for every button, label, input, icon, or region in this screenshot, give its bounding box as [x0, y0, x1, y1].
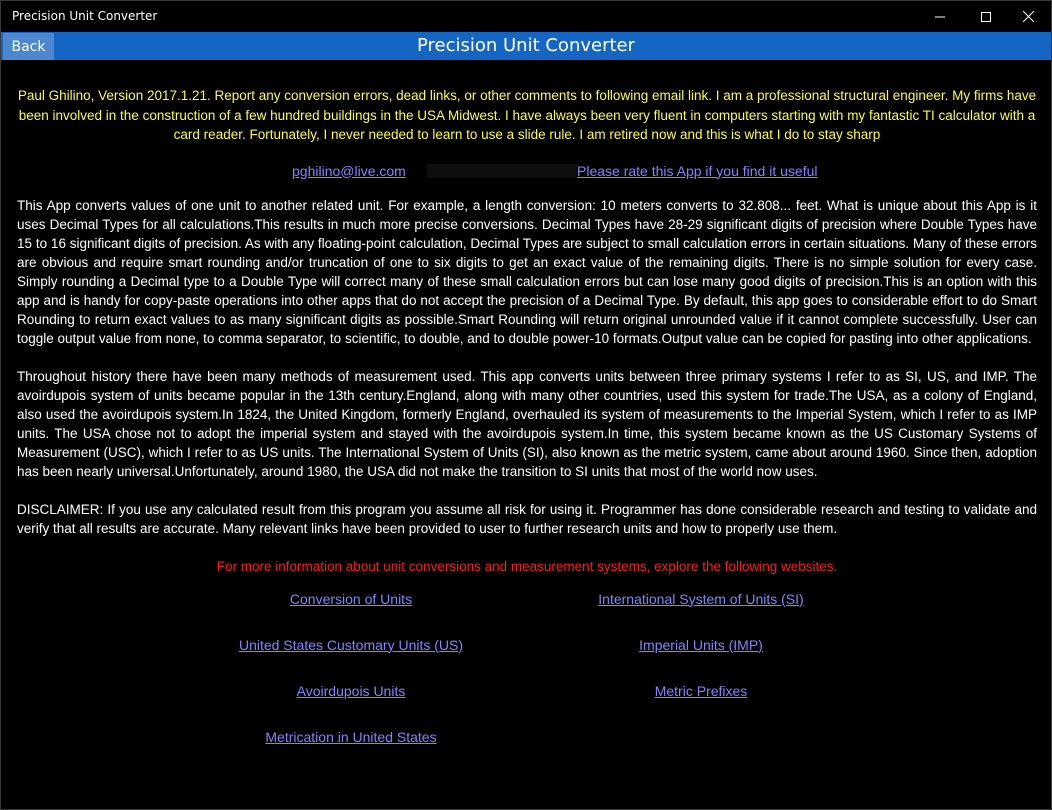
maximize-icon[interactable]: [963, 1, 1009, 32]
metric-prefixes-link[interactable]: Metric Prefixes: [654, 682, 748, 699]
redacted-field: [427, 164, 577, 178]
more-info-text: For more information about unit conversions and measurement systems, explore the following websites.: [216, 558, 838, 574]
email-link[interactable]: pghilino@live.com: [292, 162, 406, 179]
window-title: Precision Unit Converter: [12, 9, 158, 23]
minimize-icon[interactable]: [917, 1, 963, 32]
page-title: Precision Unit Converter: [416, 35, 636, 56]
author-intro: Paul Ghilino, Version 2017.1.21. Report any conversion errors, dead links, or other comments to following email link. I am a professional structural engineer. My firms have been involved in the construction of a few hundred buildings in the USA Midwest. I have always been very fluent in computers starting with my fantastic TI calculator with a card reader. Fortunately, I never needed to learn to use a slide rule. I am retired now and this is what I do to stay sharp: [17, 88, 1037, 142]
contact-row: [17, 162, 1037, 182]
title-bar: [1, 1, 1051, 32]
resource-links: [17, 590, 1037, 790]
about-content: [17, 86, 1037, 790]
history-paragraph: Throughout history there have been many methods of measurement used. This app converts units between three primary systems I refer to as SI, US, and IMP. The avoirdupois system of units became popular in the 13th century.England, along with many other countries, used this system for trade.The USA, as a colony of England, also used the avoirdupois system.In 1824, the United Kingdom, formerly England, overhauled its system of measurements to the Imperial System, which I refer to as IMP units. The USA chose not to adopt the imperial system and stayed with the avoirdupois system.In time, this system became known as the US Customary Systems of Measurement (USC), which I refer to as US units. The International System of Units (SI), also known as the metric system, came about around 1960. Since then, adoption has been nearly universal.Unfortunately, around 1980, the USA did not make the transition to SI units that most of the world now uses.: [17, 368, 1037, 479]
close-icon[interactable]: [1005, 1, 1051, 32]
rate-app-link[interactable]: Please rate this App if you find it useful: [577, 162, 818, 179]
description-paragraph: This App converts values of one unit to another related unit. For example, a length conversion: 10 meters converts to 32.808... feet. What is unique about this App is it uses Decimal Types for all calculations.This results in much more precise conversions. Decimal Types have 28-29 significant digits of precision where Double Types have 15 to 16 significant digits of precision. As with any floating-point calculation, Decimal Types are subject to small calculation errors in certain situations. Many of these errors are obvious and require smart rounding and/or truncation of one to six digits to get an exact value of the remaining digits. There is no simple solution for every case. Simply rounding a Decimal type to a Double Type will correct many of these small calculation errors but can lose many good digits of precision.This is an option with this app and is handy for copy-paste operations into other apps that do not accept the precision of a Decimal Type. By default, this app goes to considerable effort to do Smart Rounding to return exact values to as many significant digits as possible.Smart Rounding will return original unrounded value if it cannot complete successfully. User can toggle output value from none, to comma separator, to scientific, to double, and to double power-10 formats.Output value can be copied for pasting into other applications.: [17, 197, 1037, 346]
si-units-link[interactable]: International System of Units (SI): [598, 590, 804, 607]
disclaimer-paragraph: DISCLAIMER: If you use any calculated result from this program you assume all risk for using it. Programmer has done considerable research and testing to validate and verify that all results are accurate. Many relevant links have been provided to user to further research units and how to properly use them.: [17, 501, 1037, 536]
app-header: [1, 32, 1051, 60]
imperial-units-link[interactable]: Imperial Units (IMP): [639, 636, 763, 653]
conversion-of-units-link[interactable]: Conversion of Units: [289, 590, 413, 607]
metrication-link[interactable]: Metrication in United States: [265, 728, 437, 745]
avoirdupois-units-link[interactable]: Avoirdupois Units: [296, 682, 406, 699]
us-customary-units-link[interactable]: United States Customary Units (US): [238, 636, 464, 653]
back-button[interactable]: Back: [3, 33, 54, 60]
